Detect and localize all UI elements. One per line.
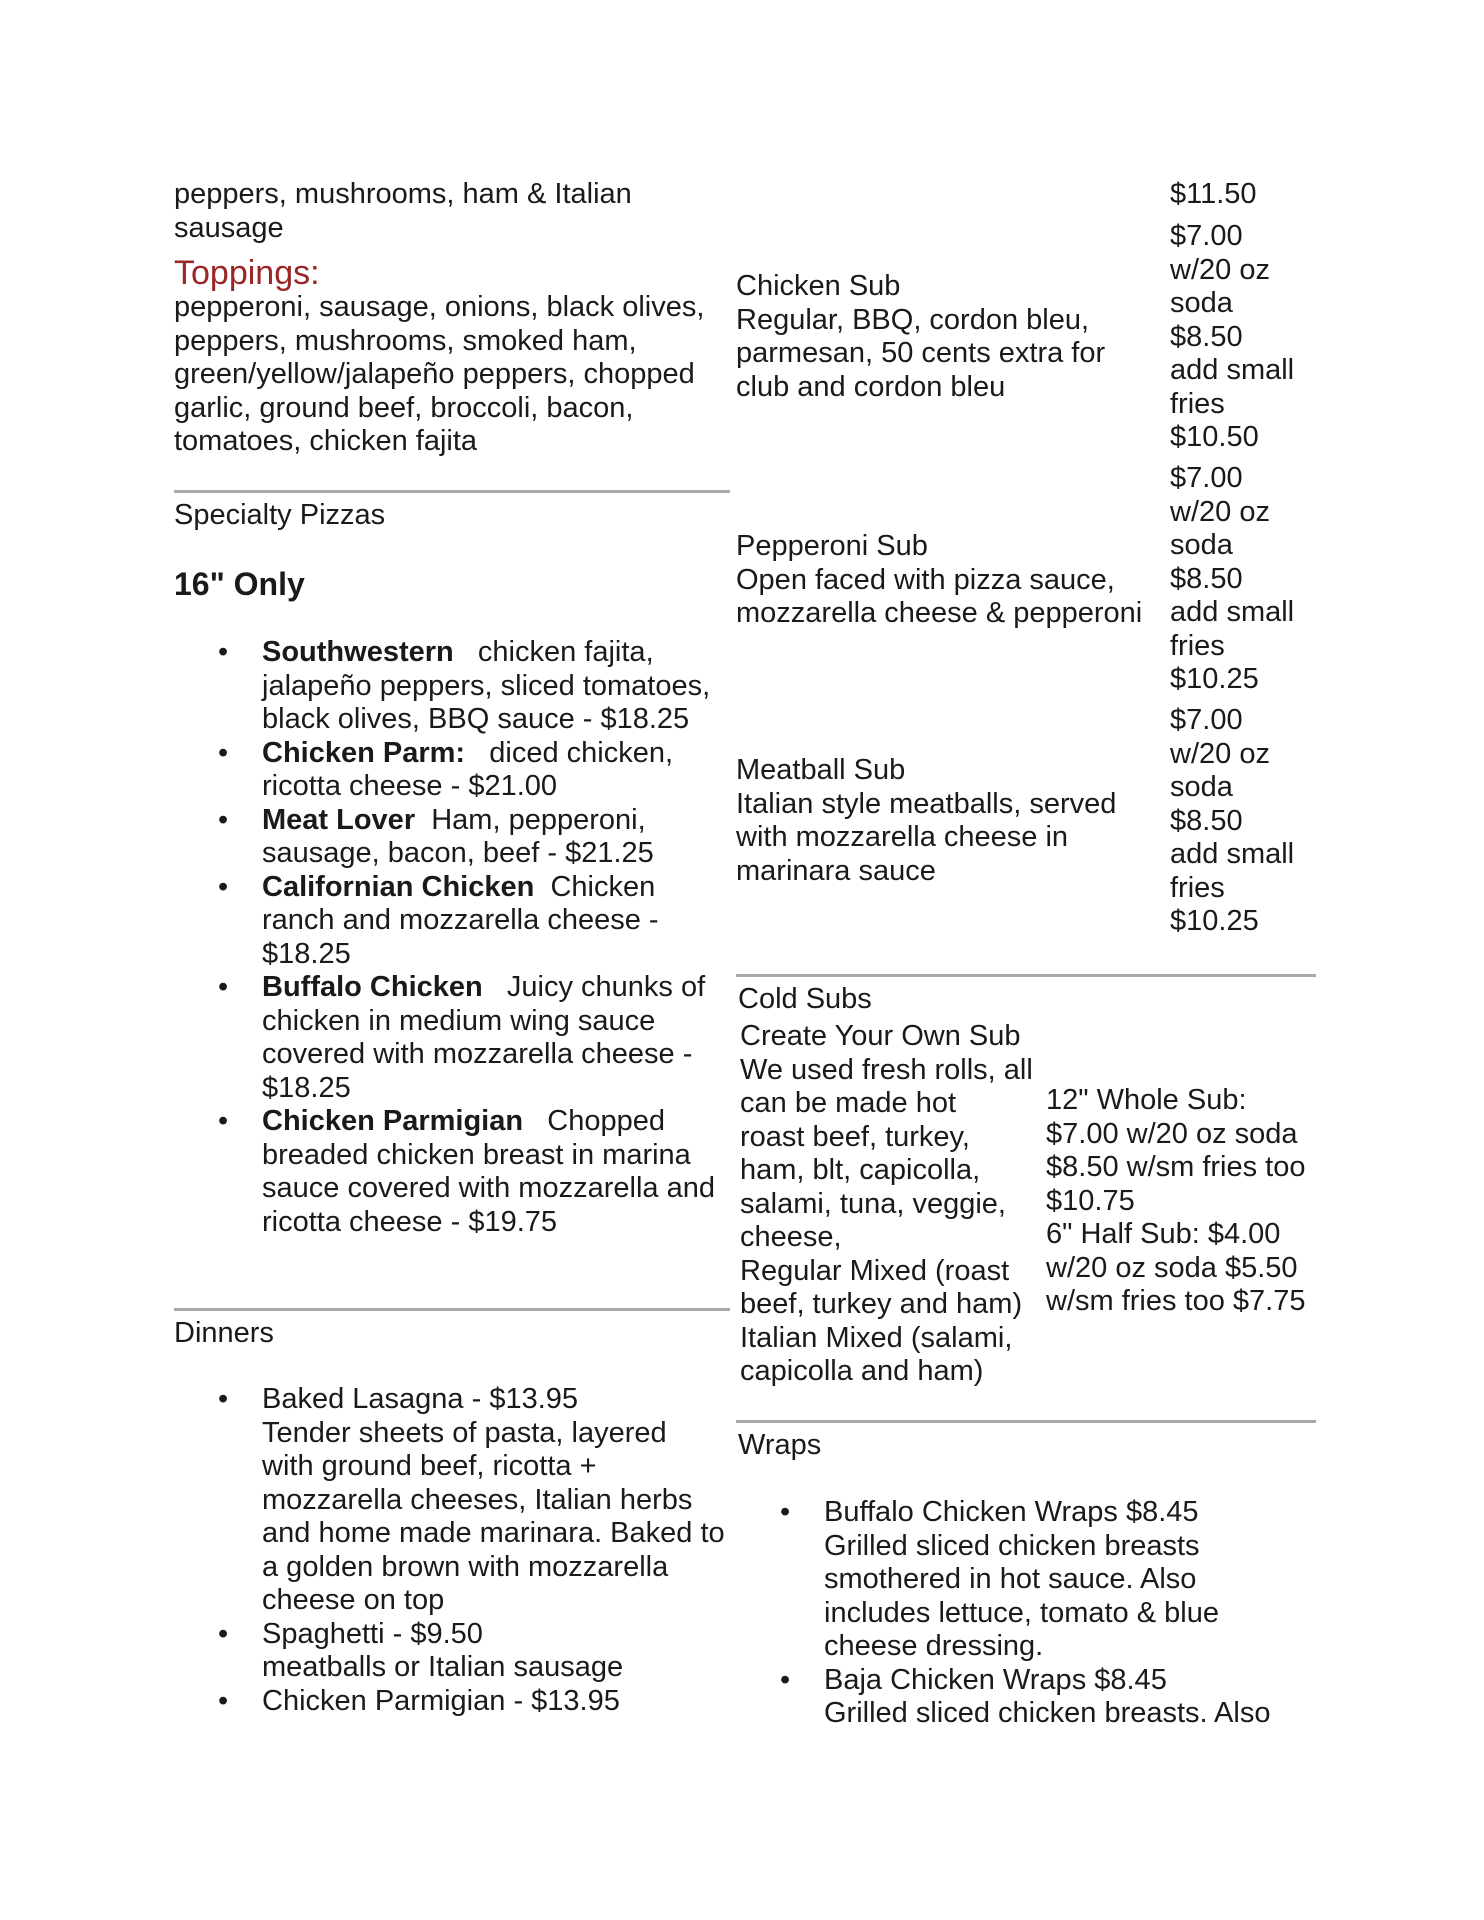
- dinners-list: [174, 1383, 744, 1718]
- cold-subs-prices: [1046, 1084, 1336, 1319]
- cold-line: roast beef, turkey,: [740, 1120, 970, 1153]
- pizza-name: Californian Chicken: [262, 870, 535, 903]
- dinner-name: Chicken Parmigian - $13.95: [262, 1684, 620, 1717]
- wrap-desc: Grilled sliced chicken breasts. Also: [824, 1697, 1271, 1729]
- pizza-name: Meat Lover: [262, 803, 416, 836]
- price-line: $8.50: [1170, 562, 1243, 595]
- list-item: [174, 1685, 744, 1719]
- wrap-desc: includes lettuce, tomato & blue: [824, 1596, 1219, 1629]
- sub-name: Meatball Sub: [736, 754, 906, 786]
- pizza-desc: Chicken: [550, 870, 656, 903]
- pizza-name: Buffalo Chicken: [262, 971, 483, 1003]
- wrap-desc: smothered in hot sauce. Also: [824, 1563, 1197, 1595]
- price-line: w/sm fries too $7.75: [1046, 1285, 1306, 1317]
- divider: [174, 1308, 730, 1311]
- sub-description: [736, 270, 1156, 404]
- price-line: $7.00: [1170, 462, 1243, 494]
- price-line: w/20 oz: [1170, 253, 1270, 286]
- pizza-name: Southwestern: [262, 636, 454, 668]
- sub-desc-line: parmesan, 50 cents extra for: [736, 337, 1106, 369]
- pizza-desc: chicken in medium wing sauce: [262, 1004, 656, 1037]
- price-line: soda: [1170, 771, 1233, 803]
- bullet: •: [218, 1617, 229, 1650]
- price-line: add small: [1170, 354, 1295, 386]
- price-line: $10.25: [1170, 905, 1259, 937]
- list-item: [174, 871, 734, 972]
- dinner-name: Baked Lasagna - $13.95: [262, 1383, 579, 1415]
- wrap-name: Buffalo Chicken Wraps $8.45: [824, 1496, 1199, 1528]
- cold-line: Regular Mixed (roast: [740, 1254, 1010, 1287]
- sub-name: Pepperoni Sub: [736, 530, 928, 562]
- sub-price: [1170, 220, 1320, 455]
- cold-line: cheese,: [740, 1221, 842, 1253]
- sub-desc-line: with mozzarella cheese in: [736, 821, 1069, 853]
- sub-desc-line: Italian style meatballs, served: [736, 787, 1117, 820]
- price-line: soda: [1170, 529, 1233, 561]
- wrap-name: Baja Chicken Wraps $8.45: [824, 1663, 1167, 1696]
- bullet: •: [780, 1496, 791, 1528]
- specialty-pizza-list: [174, 636, 734, 1239]
- price-line: w/20 oz: [1170, 737, 1270, 770]
- bullet: •: [218, 1684, 229, 1717]
- pizza-name: Chicken Parmigian: [262, 1105, 524, 1137]
- dinner-name: Spaghetti - $9.50: [262, 1617, 483, 1650]
- pizza-desc: ricotta cheese - $19.75: [262, 1205, 558, 1238]
- intro-line: peppers, mushrooms, ham & Italian: [174, 178, 632, 210]
- sub-desc-line: marinara sauce: [736, 854, 936, 887]
- price-line: fries: [1170, 871, 1225, 904]
- list-item: [736, 1664, 1326, 1731]
- divider: [174, 490, 730, 493]
- sub-desc-line: Open faced with pizza sauce,: [736, 563, 1115, 596]
- dinner-desc: and home made marinara. Baked to: [262, 1517, 725, 1549]
- pizza-name: Chicken Parm:: [262, 736, 466, 769]
- list-item: [736, 1496, 1326, 1664]
- bullet: •: [218, 636, 229, 668]
- pizza-desc: Ham, pepperoni,: [431, 803, 646, 836]
- dinner-desc: a golden brown with mozzarella: [262, 1550, 669, 1583]
- price-line: w/20 oz: [1170, 495, 1270, 528]
- pizza-desc: sausage, bacon, beef - $21.25: [262, 837, 654, 869]
- price-line: $8.50: [1170, 804, 1243, 837]
- sub-price: [1170, 704, 1320, 939]
- sub-desc-line: Regular, BBQ, cordon bleu,: [736, 303, 1090, 336]
- sub-desc-line: club and cordon bleu: [736, 370, 1006, 403]
- toppings-line: peppers, mushrooms, smoked ham,: [174, 324, 637, 357]
- wrap-desc: cheese dressing.: [824, 1630, 1044, 1662]
- list-item: [174, 1618, 744, 1685]
- pizza-desc: jalapeño peppers, sliced tomatoes,: [262, 669, 711, 702]
- price-line: 12" Whole Sub:: [1046, 1084, 1247, 1116]
- cold-line: Create Your Own Sub: [740, 1020, 1021, 1052]
- list-item: [174, 737, 734, 804]
- cold-line: Italian Mixed (salami,: [740, 1321, 1013, 1354]
- price-line: $8.50: [1170, 320, 1243, 353]
- price-line: $10.50: [1170, 421, 1259, 453]
- cold-line: We used fresh rolls, all: [740, 1053, 1033, 1086]
- dinner-desc: Tender sheets of pasta, layered: [262, 1416, 667, 1449]
- cold-subs-title: Cold Subs: [738, 983, 872, 1015]
- pizza-desc: ricotta cheese - $21.00: [262, 770, 558, 802]
- sub-row-pepperoni: [736, 462, 1316, 698]
- sub-description: [736, 754, 1156, 888]
- specialty-subtitle: 16" Only: [174, 566, 305, 602]
- cold-line: salami, tuna, veggie,: [740, 1187, 1006, 1220]
- pizza-desc: breaded chicken breast in marina: [262, 1138, 691, 1171]
- price-line: $8.50 w/sm fries too: [1046, 1151, 1306, 1183]
- dinners-title: Dinners: [174, 1317, 274, 1349]
- toppings-line: garlic, ground beef, broccoli, bacon,: [174, 391, 634, 424]
- bullet: •: [218, 870, 229, 903]
- price-line: add small: [1170, 838, 1295, 870]
- pizza-desc: chicken fajita,: [477, 636, 654, 668]
- bullet: •: [780, 1663, 791, 1696]
- toppings-line: pepperoni, sausage, onions, black olives,: [174, 291, 705, 323]
- pizza-desc: covered with mozzarella cheese -: [262, 1038, 693, 1070]
- list-item: [174, 1383, 744, 1618]
- price-line: $10.25: [1170, 663, 1259, 695]
- price-line: fries: [1170, 629, 1225, 662]
- bullet: •: [218, 1105, 229, 1137]
- price-line: $10.75: [1046, 1184, 1135, 1217]
- divider: [736, 974, 1316, 977]
- pizza-desc: Juicy chunks of: [506, 971, 706, 1003]
- pizza-desc: sauce covered with mozzarella and: [262, 1172, 715, 1204]
- dinner-desc: cheese on top: [262, 1584, 445, 1616]
- dinner-desc: meatballs or Italian sausage: [262, 1651, 624, 1683]
- specialty-pizzas-title: Specialty Pizzas: [174, 499, 386, 531]
- price-line: $7.00: [1170, 220, 1243, 252]
- cold-subs-description: [740, 1020, 1040, 1389]
- intro-line: sausage: [174, 211, 284, 244]
- bullet: •: [218, 971, 229, 1003]
- cold-line: capicolla and ham): [740, 1355, 984, 1387]
- sub-row-meatball: [736, 704, 1316, 940]
- price-line: soda: [1170, 287, 1233, 319]
- list-item: [174, 971, 734, 1105]
- wrap-desc: Grilled sliced chicken breasts: [824, 1529, 1200, 1562]
- price-line: w/20 oz soda $5.50: [1046, 1251, 1298, 1284]
- price-line: $7.00: [1170, 704, 1243, 736]
- pizza-desc: black olives, BBQ sauce - $18.25: [262, 703, 690, 735]
- sub-row-chicken: [736, 220, 1316, 456]
- pizza-desc: $18.25: [262, 1071, 351, 1104]
- bullet: •: [218, 736, 229, 769]
- cold-line: beef, turkey and ham): [740, 1288, 1023, 1320]
- pizza-desc: diced chicken,: [489, 736, 674, 769]
- wraps-title: Wraps: [738, 1429, 822, 1461]
- list-item: [174, 636, 734, 737]
- pizza-desc: Chopped: [547, 1105, 665, 1137]
- sub-desc-line: mozzarella cheese & pepperoni: [736, 597, 1143, 629]
- top-price: $11.50: [1170, 178, 1257, 210]
- cold-line: can be made hot: [740, 1087, 957, 1119]
- price-line: add small: [1170, 596, 1295, 628]
- toppings-heading: Toppings:: [174, 254, 320, 292]
- sub-description: [736, 530, 1156, 631]
- list-item: [174, 804, 734, 871]
- cold-line: ham, blt, capicolla,: [740, 1154, 981, 1186]
- divider: [736, 1420, 1316, 1423]
- bullet: •: [218, 1383, 229, 1415]
- sub-price: [1170, 462, 1320, 697]
- sub-name: Chicken Sub: [736, 270, 901, 302]
- dinner-desc: mozzarella cheeses, Italian herbs: [262, 1483, 693, 1516]
- pizza-desc: ranch and mozzarella cheese -: [262, 904, 659, 936]
- toppings-line: green/yellow/jalapeño peppers, chopped: [174, 358, 695, 390]
- list-item: [174, 1105, 734, 1239]
- price-line: $7.00 w/20 oz soda: [1046, 1117, 1298, 1150]
- bullet: •: [218, 803, 229, 836]
- price-line: fries: [1170, 387, 1225, 420]
- pizza-desc: $18.25: [262, 937, 351, 970]
- dinner-desc: with ground beef, ricotta +: [262, 1450, 597, 1482]
- toppings-block: [174, 178, 734, 459]
- toppings-line: tomatoes, chicken fajita: [174, 425, 478, 457]
- price-line: 6" Half Sub: $4.00: [1046, 1218, 1281, 1250]
- wraps-list: [736, 1496, 1326, 1731]
